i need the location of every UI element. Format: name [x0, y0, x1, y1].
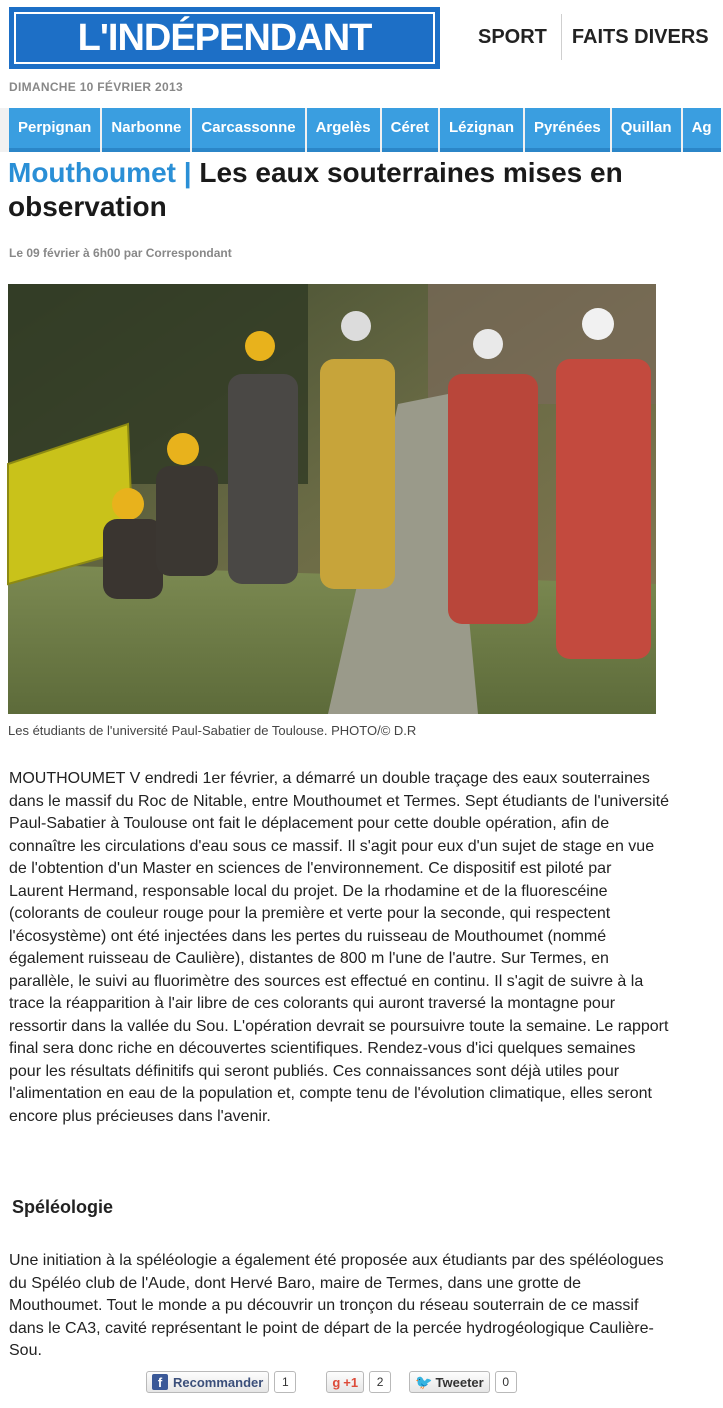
city-tab-ceret[interactable]: Céret: [382, 108, 438, 152]
gplus-button[interactable]: [326, 1371, 364, 1393]
social-share-bar: [146, 1370, 517, 1394]
city-tab-quillan[interactable]: Quillan: [612, 108, 681, 152]
article-title: [8, 156, 698, 224]
article-body-secondary: [9, 1234, 669, 1379]
city-tab-pyrenees[interactable]: Pyrénées: [525, 108, 610, 152]
facebook-icon: f: [152, 1374, 168, 1390]
city-tab-carcassonne[interactable]: Carcassonne: [192, 108, 304, 152]
article-body: [9, 768, 669, 1128]
photo-caption: Les étudiants de l'université Paul-Sabatier de Toulouse. PHOTO/© D.R: [8, 723, 417, 738]
city-tab-argeles[interactable]: Argelès: [307, 108, 380, 152]
gplus-label: +1: [343, 1374, 359, 1390]
article-subheading: Spéléologie: [12, 1197, 114, 1217]
gplus-count: 2: [369, 1371, 391, 1393]
twitter-bird-icon: 🐦: [415, 1373, 433, 1390]
facebook-label: Recommander: [173, 1374, 264, 1390]
article-paragraph: MOUTHOUMET V endredi 1er février, a démarré un double traçage des eaux souterraines dans le massif du Roc de Nitable, entre Mouthoumet et Termes. Sept étudiants de l'université Paul-Sabatier à Toulouse ont fait le déplacement pour cette double opération, afin de connaître les circulations d'eau sous ce massif. Il s'agit pour eux d'un sujet de stage en vue de l'obtention d'un Master en sciences de l'environnement. Ce dispositif est piloté par Laurent Hermand, responsable local du projet. De la rhodamine et de la fluorescéine (colorants de couleur rouge pour la première et verte pour la seconde, qui respectent l'écosystème) ont été injectées dans les pertes du ruisseau de Mouthoumet (nommé également ruisseau de Caulière), distantes de 800 m l'une de l'autre. Sur Termes, en parallèle, le suivi au fluorimètre des sources est effectué en continu. Il s'agit de suivre à la trace la réapparition à l'air libre de ces colorants qui auront traversé la montagne pour ressortir dans la vallée du Sou. L'opération devrait se poursuivre toute la semaine. Le rapport final sera donc riche en découvertes scientifiques. Rendez-vous d'ici quelques semaines pour les résultats définitifs qui seront publiés. Ces connaissances sont déjà utiles pour l'alimentation en eau de la population et, compte tenu de l'évolution climatique, elles seront encore plus précieuses dans l'avenir.: [9, 770, 669, 1125]
twitter-label: Tweeter: [435, 1374, 484, 1390]
nav-item-sport[interactable]: SPORT: [478, 25, 547, 48]
city-tab-narbonne[interactable]: Narbonne: [102, 108, 190, 152]
top-nav: [468, 12, 723, 62]
logo-text: L'INDÉPENDANT: [14, 12, 435, 64]
article-photo: [8, 284, 656, 714]
photo-illustration: [8, 284, 656, 714]
twitter-tweet-button[interactable]: [409, 1371, 490, 1393]
site-header: [0, 0, 709, 110]
article-location[interactable]: Mouthoumet |: [8, 157, 192, 188]
twitter-count: 0: [495, 1371, 517, 1393]
article-headline: Les eaux souterraines mises en observation: [8, 157, 623, 222]
page-date: DIMANCHE 10 FÉVRIER 2013: [9, 80, 183, 94]
city-tab-perpignan[interactable]: Perpignan: [9, 108, 100, 152]
city-tab-ag[interactable]: Ag: [683, 108, 721, 152]
facebook-count: 1: [274, 1371, 296, 1393]
site-logo[interactable]: [9, 7, 440, 69]
city-tab-lezignan[interactable]: Lézignan: [440, 108, 523, 152]
gplus-icon: g: [332, 1374, 341, 1390]
article-paragraph-2: Une initiation à la spéléologie a également été proposée aux étudiants par des spéléologues du Spéléo club de l'Aude, dont Hervé Baro, maire de Termes, dans une grotte de Mouthoumet. Tout le monde a pu découvrir un tronçon du réseau souterrain de ce massif dans le CA3, cavité représentant le point de départ de la percée hydrogéologique Caulière-Sou.: [9, 1252, 664, 1359]
facebook-recommend-button[interactable]: [146, 1371, 269, 1393]
article-byline: Le 09 février à 6h00 par Correspondant: [9, 246, 232, 260]
city-nav: [0, 108, 712, 152]
nav-item-faits-divers[interactable]: FAITS DIVERS: [571, 25, 709, 48]
